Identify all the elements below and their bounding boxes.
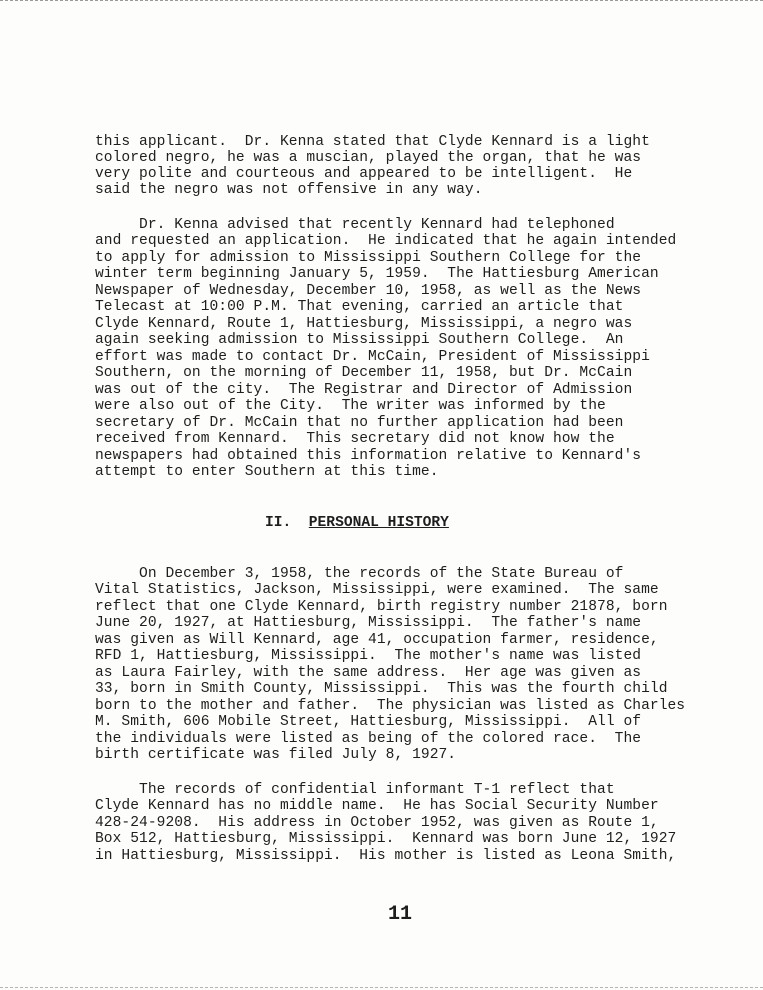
text-line: Newspaper of Wednesday, December 10, 1958, as well as the News [95, 283, 642, 299]
text-line: newspapers had obtained this information relative to Kennard's [95, 448, 642, 464]
text-line: secretary of Dr. McCain that no further application had been [95, 415, 624, 431]
text-line: Clyde Kennard has no middle name. He has Social Security Number [95, 798, 659, 814]
section-heading [265, 515, 449, 531]
text-line: was given as Will Kennard, age 41, occupation farmer, residence, [95, 632, 659, 648]
text-line: to apply for admission to Mississippi Southern College for the [95, 250, 642, 266]
text-line: the individuals were listed as being of the colored race. The [95, 731, 642, 747]
text-line: Box 512, Hattiesburg, Mississippi. Kennard was born June 12, 1927 [95, 831, 677, 847]
section-title: PERSONAL HISTORY [308, 515, 449, 531]
text-line: said the negro was not offensive in any way. [95, 182, 483, 198]
bottom-page-edge [0, 983, 763, 988]
text-line: Telecast at 10:00 P.M. That evening, carried an article that [95, 299, 624, 315]
text-line: and requested an application. He indicated that he again intended [95, 233, 677, 249]
text-line: again seeking admission to Mississippi Southern College. An [95, 332, 624, 348]
text-line: June 20, 1927, at Hattiesburg, Mississippi. The father's name [95, 615, 642, 631]
text-line: were also out of the City. The writer was informed by the [95, 398, 606, 414]
text-line: Clyde Kennard, Route 1, Hattiesburg, Mississippi, a negro was [95, 316, 633, 332]
text-line: The records of confidential informant T-1 reflect that [95, 782, 615, 798]
top-page-edge [0, 0, 763, 5]
text-line: in Hattiesburg, Mississippi. His mother is listed as Leona Smith, [95, 848, 677, 864]
text-line: M. Smith, 606 Mobile Street, Hattiesburg, Mississippi. All of [95, 714, 642, 730]
text-line: very polite and courteous and appeared to be intelligent. He [95, 166, 633, 182]
text-line: Vital Statistics, Jackson, Mississippi, were examined. The same [95, 582, 659, 598]
text-line: winter term beginning January 5, 1959. The Hattiesburg American [95, 266, 659, 282]
text-line: received from Kennard. This secretary did not know how the [95, 431, 615, 447]
text-line: attempt to enter Southern at this time. [95, 464, 439, 480]
text-line: this applicant. Dr. Kenna stated that Clyde Kennard is a light [95, 134, 650, 150]
text-line: as Laura Fairley, with the same address. Her age was given as [95, 665, 642, 681]
text-line: effort was made to contact Dr. McCain, President of Mississippi [95, 349, 650, 365]
text-line: 428-24-9208. His address in October 1952, was given as Route 1, [95, 815, 659, 831]
text-line: Southern, on the morning of December 11, 1958, but Dr. McCain [95, 365, 633, 381]
text-line: Dr. Kenna advised that recently Kennard had telephoned [95, 217, 615, 233]
text-line: colored negro, he was a muscian, played the organ, that he was [95, 150, 642, 166]
text-line: 33, born in Smith County, Mississippi. This was the fourth child [95, 681, 668, 697]
text-line: birth certificate was filed July 8, 1927. [95, 747, 457, 763]
section-number: II. [265, 515, 292, 531]
text-line: reflect that one Clyde Kennard, birth registry number 21878, born [95, 599, 668, 615]
text-line: On December 3, 1958, the records of the State Bureau of [95, 566, 624, 582]
text-line: RFD 1, Hattiesburg, Mississippi. The mother's name was listed [95, 648, 642, 664]
page-number: 11 [388, 903, 413, 926]
text-line: born to the mother and father. The physician was listed as Charles [95, 698, 686, 714]
text-line: was out of the city. The Registrar and Director of Admission [95, 382, 633, 398]
